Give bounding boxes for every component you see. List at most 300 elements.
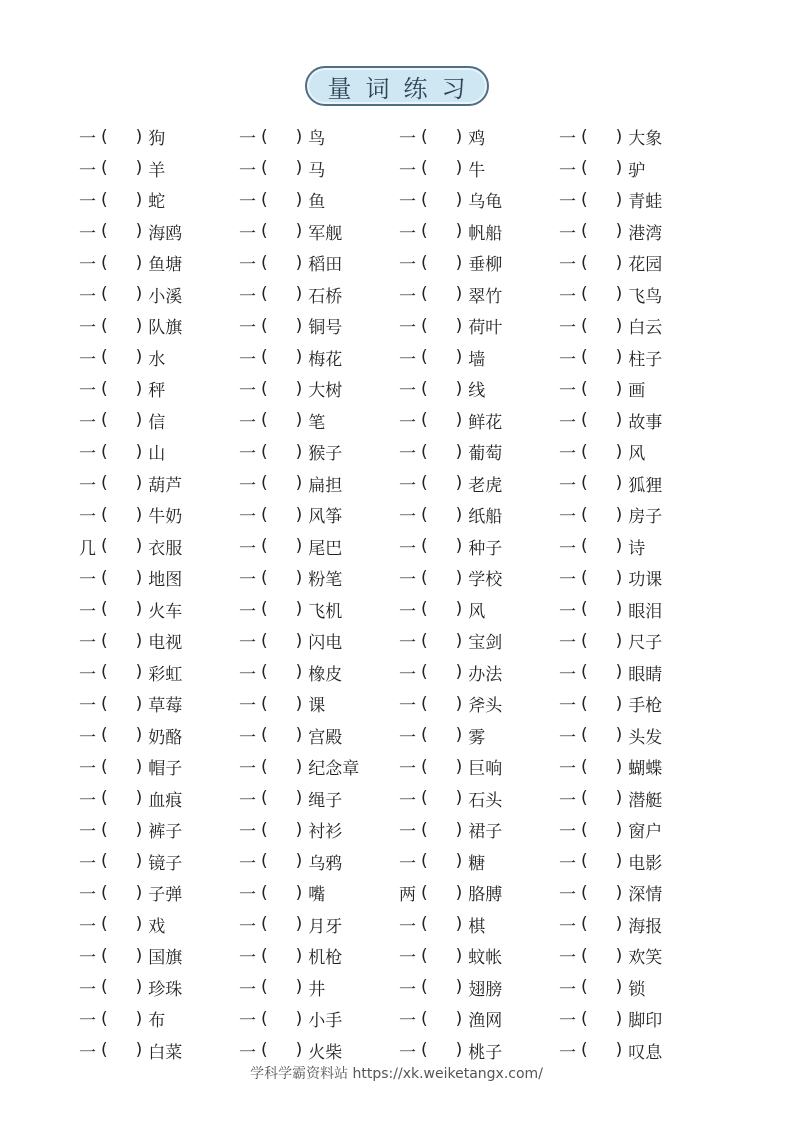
open-paren: ( — [261, 630, 268, 651]
numeral-prefix: 一 — [239, 979, 256, 1000]
exercise-row — [79, 373, 719, 405]
noun-word: 欢笑 — [628, 948, 663, 969]
numeral-prefix: 一 — [399, 759, 416, 780]
numeral-prefix: 一 — [239, 1042, 256, 1063]
close-paren: ) — [455, 504, 463, 525]
exercise-item — [79, 282, 239, 307]
open-paren: ( — [261, 788, 268, 809]
exercise-item — [559, 628, 719, 653]
open-paren: ( — [261, 284, 268, 305]
noun-word: 镜子 — [148, 853, 183, 874]
footer-text: 学科学霸资料站 https://xk.weiketangx.com/ — [250, 1066, 543, 1082]
exercise-item — [79, 943, 239, 968]
open-paren: ( — [261, 158, 268, 179]
open-paren: ( — [101, 473, 108, 494]
close-paren: ) — [295, 504, 303, 525]
close-paren: ) — [455, 977, 463, 998]
numeral-prefix: 一 — [79, 507, 96, 528]
open-paren: ( — [101, 189, 108, 210]
close-paren: ) — [455, 662, 463, 683]
numeral-prefix: 一 — [239, 601, 256, 622]
open-paren: ( — [261, 693, 268, 714]
numeral-prefix: 一 — [239, 412, 256, 433]
open-paren: ( — [581, 126, 588, 147]
exercise-item — [79, 628, 239, 653]
numeral-prefix: 一 — [239, 381, 256, 402]
numeral-prefix: 一 — [79, 948, 96, 969]
page-title: 量词练习 — [305, 66, 489, 106]
noun-word: 胳膊 — [468, 885, 503, 906]
noun-word: 火车 — [148, 601, 183, 622]
noun-word: 帽子 — [148, 759, 183, 780]
exercise-item — [399, 691, 559, 716]
numeral-prefix: 一 — [79, 255, 96, 276]
open-paren: ( — [421, 378, 428, 399]
numeral-prefix: 一 — [79, 916, 96, 937]
exercise-item — [79, 880, 239, 905]
open-paren: ( — [101, 347, 108, 368]
numeral-prefix: 一 — [79, 696, 96, 717]
noun-word: 海报 — [628, 916, 663, 937]
exercise-item — [239, 597, 399, 622]
noun-word: 飞机 — [308, 601, 343, 622]
exercise-item — [559, 187, 719, 212]
noun-word: 风 — [628, 444, 646, 465]
open-paren: ( — [261, 914, 268, 935]
noun-word: 山 — [148, 444, 166, 465]
close-paren: ) — [615, 378, 623, 399]
close-paren: ) — [135, 977, 143, 998]
numeral-prefix: 一 — [399, 948, 416, 969]
numeral-prefix: 一 — [79, 318, 96, 339]
open-paren: ( — [261, 725, 268, 746]
noun-word: 手枪 — [628, 696, 663, 717]
exercise-item — [239, 723, 399, 748]
exercise-item — [559, 439, 719, 464]
exercise-item — [399, 817, 559, 842]
close-paren: ) — [135, 819, 143, 840]
close-paren: ) — [455, 158, 463, 179]
exercise-item — [239, 156, 399, 181]
close-paren: ) — [135, 914, 143, 935]
noun-word: 纪念章 — [308, 759, 360, 780]
exercise-item — [399, 250, 559, 275]
close-paren: ) — [135, 347, 143, 368]
numeral-prefix: 一 — [79, 822, 96, 843]
exercise-item — [399, 912, 559, 937]
close-paren: ) — [135, 315, 143, 336]
close-paren: ) — [295, 725, 303, 746]
numeral-prefix: 一 — [559, 633, 576, 654]
close-paren: ) — [295, 410, 303, 431]
numeral-prefix: 一 — [79, 570, 96, 591]
noun-word: 叹息 — [628, 1042, 663, 1063]
numeral-prefix: 一 — [239, 475, 256, 496]
close-paren: ) — [135, 945, 143, 966]
close-paren: ) — [135, 1040, 143, 1061]
close-paren: ) — [135, 851, 143, 872]
numeral-prefix: 一 — [79, 979, 96, 1000]
noun-word: 笔 — [308, 412, 326, 433]
open-paren: ( — [421, 977, 428, 998]
noun-word: 宝剑 — [468, 633, 503, 654]
numeral-prefix: 一 — [559, 1042, 576, 1063]
numeral-prefix: 一 — [399, 507, 416, 528]
numeral-prefix: 一 — [559, 1011, 576, 1032]
close-paren: ) — [455, 567, 463, 588]
exercise-item — [79, 849, 239, 874]
open-paren: ( — [261, 756, 268, 777]
exercise-item — [239, 628, 399, 653]
open-paren: ( — [421, 725, 428, 746]
exercise-item — [559, 1006, 719, 1031]
numeral-prefix: 一 — [559, 885, 576, 906]
open-paren: ( — [421, 882, 428, 903]
exercise-item — [399, 754, 559, 779]
exercise-item — [559, 880, 719, 905]
close-paren: ) — [135, 504, 143, 525]
close-paren: ) — [455, 851, 463, 872]
open-paren: ( — [261, 252, 268, 273]
exercise-item — [399, 124, 559, 149]
numeral-prefix: 几 — [79, 538, 96, 559]
open-paren: ( — [581, 504, 588, 525]
close-paren: ) — [455, 536, 463, 557]
noun-word: 白菜 — [148, 1042, 183, 1063]
exercise-item — [399, 723, 559, 748]
open-paren: ( — [101, 851, 108, 872]
close-paren: ) — [455, 126, 463, 147]
exercise-row — [79, 972, 719, 1004]
close-paren: ) — [295, 158, 303, 179]
exercise-item — [559, 817, 719, 842]
open-paren: ( — [421, 441, 428, 462]
open-paren: ( — [581, 441, 588, 462]
close-paren: ) — [615, 252, 623, 273]
close-paren: ) — [455, 630, 463, 651]
noun-word: 青蛙 — [628, 192, 663, 213]
close-paren: ) — [615, 662, 623, 683]
numeral-prefix: 一 — [559, 601, 576, 622]
exercise-row — [79, 562, 719, 594]
exercise-item — [239, 660, 399, 685]
close-paren: ) — [295, 126, 303, 147]
exercise-item — [79, 912, 239, 937]
open-paren: ( — [101, 725, 108, 746]
noun-word: 白云 — [628, 318, 663, 339]
numeral-prefix: 一 — [79, 1042, 96, 1063]
open-paren: ( — [101, 504, 108, 525]
noun-word: 信 — [148, 412, 166, 433]
numeral-prefix: 一 — [399, 979, 416, 1000]
close-paren: ) — [455, 756, 463, 777]
numeral-prefix: 一 — [239, 444, 256, 465]
close-paren: ) — [295, 662, 303, 683]
exercise-item — [399, 376, 559, 401]
numeral-prefix: 一 — [239, 916, 256, 937]
noun-word: 队旗 — [148, 318, 183, 339]
noun-word: 井 — [308, 979, 326, 1000]
exercise-item — [399, 156, 559, 181]
noun-word: 眼泪 — [628, 601, 663, 622]
numeral-prefix: 一 — [399, 822, 416, 843]
exercise-row — [79, 688, 719, 720]
open-paren: ( — [581, 473, 588, 494]
numeral-prefix: 一 — [559, 192, 576, 213]
numeral-prefix: 两 — [399, 885, 416, 906]
open-paren: ( — [421, 662, 428, 683]
exercise-item — [79, 975, 239, 1000]
close-paren: ) — [295, 882, 303, 903]
exercise-row — [79, 499, 719, 531]
numeral-prefix: 一 — [559, 349, 576, 370]
noun-word: 雾 — [468, 727, 486, 748]
close-paren: ) — [455, 189, 463, 210]
numeral-prefix: 一 — [239, 853, 256, 874]
close-paren: ) — [455, 441, 463, 462]
numeral-prefix: 一 — [239, 1011, 256, 1032]
open-paren: ( — [261, 1040, 268, 1061]
numeral-prefix: 一 — [79, 192, 96, 213]
open-paren: ( — [101, 693, 108, 714]
open-paren: ( — [421, 158, 428, 179]
noun-word: 戏 — [148, 916, 166, 937]
close-paren: ) — [455, 819, 463, 840]
noun-word: 梅花 — [308, 349, 343, 370]
open-paren: ( — [101, 819, 108, 840]
close-paren: ) — [135, 378, 143, 399]
numeral-prefix: 一 — [559, 727, 576, 748]
close-paren: ) — [455, 473, 463, 494]
noun-word: 国旗 — [148, 948, 183, 969]
open-paren: ( — [421, 504, 428, 525]
open-paren: ( — [261, 441, 268, 462]
exercise-item — [239, 439, 399, 464]
exercise-item — [239, 502, 399, 527]
exercise-item — [559, 534, 719, 559]
exercise-item — [239, 313, 399, 338]
open-paren: ( — [581, 756, 588, 777]
noun-word: 墙 — [468, 349, 486, 370]
open-paren: ( — [581, 693, 588, 714]
open-paren: ( — [581, 630, 588, 651]
numeral-prefix: 一 — [239, 223, 256, 244]
open-paren: ( — [581, 378, 588, 399]
exercise-item — [79, 439, 239, 464]
noun-word: 港湾 — [628, 223, 663, 244]
exercise-item — [79, 786, 239, 811]
numeral-prefix: 一 — [559, 160, 576, 181]
noun-word: 故事 — [628, 412, 663, 433]
open-paren: ( — [261, 662, 268, 683]
exercise-item — [239, 408, 399, 433]
open-paren: ( — [581, 977, 588, 998]
noun-word: 衬衫 — [308, 822, 343, 843]
open-paren: ( — [261, 599, 268, 620]
exercise-item — [399, 1038, 559, 1063]
noun-word: 电视 — [148, 633, 183, 654]
noun-word: 地图 — [148, 570, 183, 591]
numeral-prefix: 一 — [559, 318, 576, 339]
exercise-item — [79, 345, 239, 370]
exercise-item — [239, 250, 399, 275]
exercise-item — [239, 754, 399, 779]
exercise-item — [79, 156, 239, 181]
noun-word: 狐狸 — [628, 475, 663, 496]
noun-word: 牛奶 — [148, 507, 183, 528]
exercise-row — [79, 184, 719, 216]
numeral-prefix: 一 — [79, 444, 96, 465]
numeral-prefix: 一 — [239, 664, 256, 685]
open-paren: ( — [261, 882, 268, 903]
exercise-item — [239, 471, 399, 496]
exercise-item — [559, 723, 719, 748]
noun-word: 课 — [308, 696, 326, 717]
close-paren: ) — [615, 630, 623, 651]
noun-word: 狗 — [148, 129, 166, 150]
noun-word: 大象 — [628, 129, 663, 150]
close-paren: ) — [615, 693, 623, 714]
exercise-row — [79, 720, 719, 752]
noun-word: 鱼 — [308, 192, 326, 213]
noun-word: 鸡 — [468, 129, 486, 150]
exercise-item — [399, 502, 559, 527]
exercise-row — [79, 247, 719, 279]
numeral-prefix: 一 — [79, 633, 96, 654]
noun-word: 石头 — [468, 790, 503, 811]
exercise-item — [79, 187, 239, 212]
close-paren: ) — [455, 1040, 463, 1061]
numeral-prefix: 一 — [399, 160, 416, 181]
noun-word: 秤 — [148, 381, 166, 402]
noun-word: 葡萄 — [468, 444, 503, 465]
exercise-item — [239, 376, 399, 401]
numeral-prefix: 一 — [559, 255, 576, 276]
exercise-row — [79, 531, 719, 563]
noun-word: 垂柳 — [468, 255, 503, 276]
noun-word: 翅膀 — [468, 979, 503, 1000]
close-paren: ) — [615, 977, 623, 998]
exercise-item — [559, 471, 719, 496]
numeral-prefix: 一 — [559, 979, 576, 1000]
noun-word: 月牙 — [308, 916, 343, 937]
noun-word: 学校 — [468, 570, 503, 591]
exercise-item — [559, 408, 719, 433]
exercise-item — [399, 565, 559, 590]
close-paren: ) — [615, 536, 623, 557]
exercise-item — [79, 723, 239, 748]
close-paren: ) — [295, 284, 303, 305]
numeral-prefix: 一 — [239, 192, 256, 213]
exercise-item — [239, 534, 399, 559]
exercise-item — [559, 943, 719, 968]
noun-word: 草莓 — [148, 696, 183, 717]
exercise-item — [79, 502, 239, 527]
close-paren: ) — [455, 945, 463, 966]
close-paren: ) — [295, 819, 303, 840]
exercise-item — [239, 943, 399, 968]
open-paren: ( — [421, 315, 428, 336]
open-paren: ( — [581, 189, 588, 210]
open-paren: ( — [101, 158, 108, 179]
exercise-item — [399, 849, 559, 874]
exercise-row — [79, 1003, 719, 1035]
close-paren: ) — [295, 630, 303, 651]
noun-word: 军舰 — [308, 223, 343, 244]
noun-word: 风筝 — [308, 507, 343, 528]
close-paren: ) — [615, 1040, 623, 1061]
noun-word: 羊 — [148, 160, 166, 181]
exercise-item — [399, 975, 559, 1000]
numeral-prefix: 一 — [399, 916, 416, 937]
open-paren: ( — [581, 158, 588, 179]
noun-word: 猴子 — [308, 444, 343, 465]
noun-word: 橡皮 — [308, 664, 343, 685]
exercise-row — [79, 468, 719, 500]
open-paren: ( — [101, 410, 108, 431]
exercise-item — [239, 219, 399, 244]
numeral-prefix: 一 — [399, 696, 416, 717]
numeral-prefix: 一 — [239, 349, 256, 370]
close-paren: ) — [615, 599, 623, 620]
exercise-item — [399, 943, 559, 968]
exercise-item — [399, 282, 559, 307]
open-paren: ( — [421, 284, 428, 305]
close-paren: ) — [455, 599, 463, 620]
open-paren: ( — [421, 851, 428, 872]
numeral-prefix: 一 — [399, 570, 416, 591]
noun-word: 海鸥 — [148, 223, 183, 244]
numeral-prefix: 一 — [399, 790, 416, 811]
exercise-item — [559, 975, 719, 1000]
numeral-prefix: 一 — [79, 129, 96, 150]
exercise-item — [399, 471, 559, 496]
numeral-prefix: 一 — [559, 664, 576, 685]
open-paren: ( — [261, 378, 268, 399]
close-paren: ) — [455, 725, 463, 746]
noun-word: 房子 — [628, 507, 663, 528]
open-paren: ( — [581, 567, 588, 588]
open-paren: ( — [581, 536, 588, 557]
exercise-item — [399, 187, 559, 212]
close-paren: ) — [615, 819, 623, 840]
open-paren: ( — [421, 221, 428, 242]
numeral-prefix: 一 — [79, 1011, 96, 1032]
numeral-prefix: 一 — [399, 223, 416, 244]
close-paren: ) — [615, 725, 623, 746]
exercise-row — [79, 814, 719, 846]
exercise-item — [559, 597, 719, 622]
numeral-prefix: 一 — [239, 318, 256, 339]
open-paren: ( — [421, 473, 428, 494]
exercise-item — [399, 219, 559, 244]
noun-word: 铜号 — [308, 318, 343, 339]
exercise-item — [559, 660, 719, 685]
numeral-prefix: 一 — [559, 475, 576, 496]
numeral-prefix: 一 — [79, 759, 96, 780]
close-paren: ) — [455, 914, 463, 935]
close-paren: ) — [135, 630, 143, 651]
close-paren: ) — [135, 725, 143, 746]
numeral-prefix: 一 — [559, 822, 576, 843]
close-paren: ) — [295, 441, 303, 462]
open-paren: ( — [101, 315, 108, 336]
open-paren: ( — [581, 599, 588, 620]
numeral-prefix: 一 — [399, 192, 416, 213]
open-paren: ( — [261, 221, 268, 242]
numeral-prefix: 一 — [399, 349, 416, 370]
numeral-prefix: 一 — [399, 1042, 416, 1063]
